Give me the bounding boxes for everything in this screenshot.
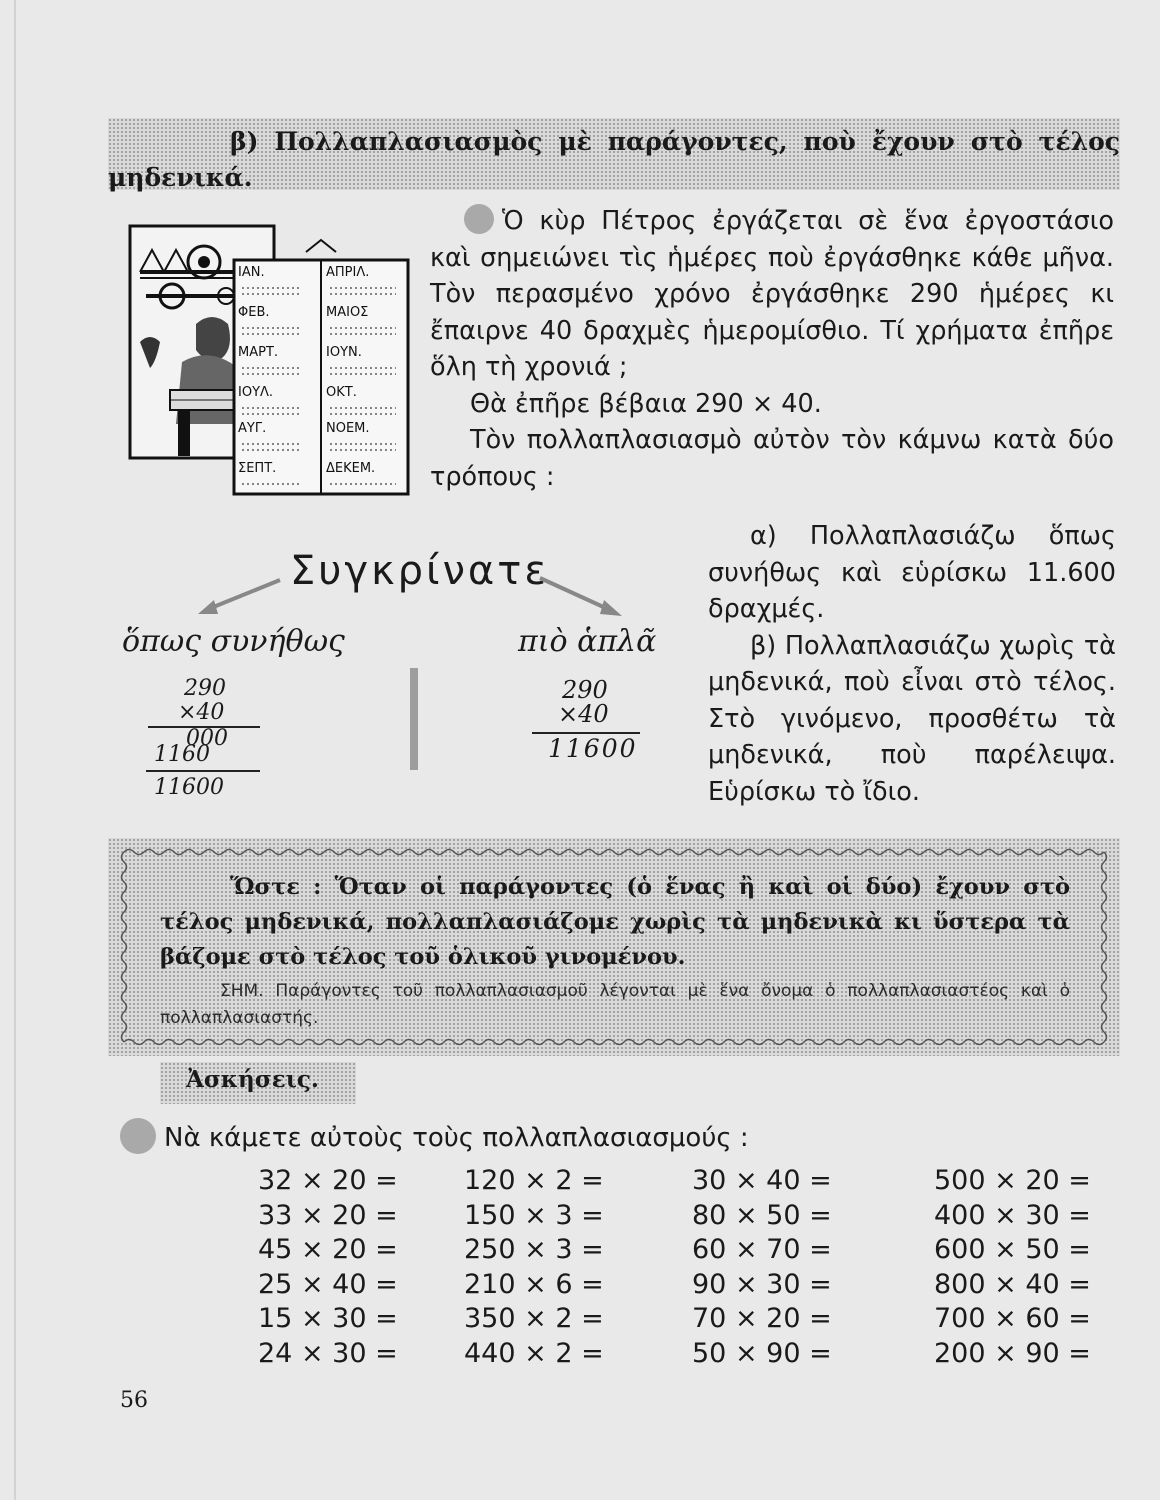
month-feb: ΦΕΒ. <box>238 305 270 320</box>
exercise-item: 600 × 50 = <box>934 1234 1091 1266</box>
right-calc-multiplicand: 290 <box>562 676 608 704</box>
page-number: 56 <box>120 1388 148 1413</box>
right-arrow-icon <box>540 578 610 610</box>
factory-calendar-illustration <box>126 222 414 500</box>
right-arrowhead-icon <box>600 600 622 616</box>
exercise-column-1 <box>258 1164 398 1372</box>
exercises-instruction-line <box>120 1118 749 1154</box>
month-sep: ΣΕΠΤ. <box>238 461 277 476</box>
story-paragraph-3: Τὸν πολλαπλασιασμὸ αὐτὸν τὸν κάμνω κατὰ δύο τρόπους : <box>430 425 1114 492</box>
exercise-item: 15 × 30 = <box>258 1303 398 1335</box>
exercise-item: 350 × 2 = <box>464 1303 604 1335</box>
compare-title: Συγκρίνατε <box>290 548 550 594</box>
month-aug: ΑΥΓ. <box>238 421 267 436</box>
story-paragraph-2: Θὰ ἐπῆρε βέβαια 290 × 40. <box>470 388 822 419</box>
bullet-dot-icon <box>464 204 494 234</box>
month-apr: ΑΠΡΙΛ. <box>326 265 370 280</box>
month-dec: ΔΕΚΕΜ. <box>326 461 376 476</box>
exercise-column-2 <box>464 1164 604 1372</box>
exercise-item: 800 × 40 = <box>934 1268 1091 1300</box>
exercise-item: 700 × 60 = <box>934 1303 1091 1335</box>
month-nov: ΝΟΕΜ. <box>326 421 370 436</box>
month-oct: ΟΚΤ. <box>326 385 357 400</box>
exercise-column-3 <box>692 1164 832 1372</box>
left-calc-rule-2 <box>146 770 260 772</box>
month-jan: ΙΑΝ. <box>238 265 265 280</box>
exercise-item: 50 × 90 = <box>692 1337 832 1369</box>
exercise-item: 150 × 3 = <box>464 1199 604 1231</box>
exercise-item: 440 × 2 = <box>464 1337 604 1369</box>
month-jul: ΙΟΥΛ. <box>238 385 274 400</box>
exercise-item: 500 × 20 = <box>934 1165 1091 1196</box>
method-b: β) Πολλαπλασιάζω χωρὶς τὰ μηδενικά, ποὺ εἶναι στὸ τέλος. Στὸ γινόμενο, προσθέτω τὰ μηδενικά, ποὺ παρέλειψα. Εὑρίσκω τὸ ἴδιο. <box>708 630 1116 807</box>
right-calc-multiplier: ×40 <box>558 700 609 728</box>
exercise-item: 60 × 70 = <box>692 1234 832 1266</box>
exercise-item: 25 × 40 = <box>258 1268 398 1300</box>
exercise-item: 200 × 90 = <box>934 1337 1091 1369</box>
section-heading: β) Πολλαπλασιασμὸς μὲ παράγοντες, ποὺ ἔχουν στὸ τέλος μηδενικά. <box>108 127 1120 192</box>
story-paragraph-1: Ὁ κὺρ Πέτρος ἐργάζεται σὲ ἕνα ἐργοστάσιο καὶ σημειώνει τὶς ἡμέρες ποὺ ἐργάσθηκε κάθε μῆνα. Τὸν περασμένο χρόνο ἐργάσθηκε 290 ἡμέρες κι ἔπαιρνε 40 δραχμὲς ἡμερομίσθιο. Τί χρήματα ἐπῆρε ὅλη τὴ χρονιά ; <box>430 206 1114 382</box>
month-mar: ΜΑΡΤ. <box>238 345 279 360</box>
exercise-item: 70 × 20 = <box>692 1303 832 1335</box>
exercise-item: 90 × 30 = <box>692 1268 832 1300</box>
left-calc-partial-2: 1160 <box>154 742 210 767</box>
left-arrow-icon <box>206 580 280 610</box>
left-calc-multiplier: ×40 <box>178 700 225 725</box>
factory-calendar-drawing <box>126 222 414 500</box>
exercise-item: 80 × 50 = <box>692 1199 832 1231</box>
exercise-item: 24 × 30 = <box>258 1337 398 1369</box>
simpler-way-label: πιὸ ἁπλᾶ <box>518 624 657 659</box>
left-calc-result: 11600 <box>154 775 224 800</box>
exercise-item: 120 × 2 = <box>464 1165 604 1196</box>
right-calc-result: 11600 <box>548 734 638 763</box>
bullet-dot-icon <box>120 1118 156 1154</box>
left-arrowhead-icon <box>198 600 218 614</box>
exercises-title: Ἀσκήσεις. <box>186 1066 319 1093</box>
exercise-item: 210 × 6 = <box>464 1268 604 1300</box>
usual-way-label: ὅπως συνήθως <box>122 624 345 659</box>
exercise-column-4 <box>934 1164 1091 1372</box>
story-text <box>430 203 1114 495</box>
month-may: ΜΑΙΟΣ <box>326 305 369 320</box>
exercises-instruction: Νὰ κάμετε αὐτοὺς τοὺς πολλαπλασιασμούς : <box>164 1123 749 1153</box>
exercise-item: 400 × 30 = <box>934 1199 1091 1231</box>
exercise-item: 32 × 20 = <box>258 1165 398 1196</box>
rule-text: Ὥστε : Ὅταν οἱ παράγοντες (ὁ ἕνας ἢ καὶ οἱ δύο) ἔχουν στὸ τέλος μηδενικά, πολλαπλασιάζομε χωρὶς τὰ μηδενικὰ κι ὕστερα τὰ βάζομε στὸ τέλος τοῦ ὁλικοῦ γινομένου. <box>160 874 1070 970</box>
exercise-item: 33 × 20 = <box>258 1199 398 1231</box>
method-a: α) Πολλαπλασιάζω ὅπως συνήθως καὶ εὑρίσκω 11.600 δραχμές. <box>708 521 1116 624</box>
left-calc-multiplicand: 290 <box>184 676 226 701</box>
methods-text <box>708 518 1116 810</box>
exercise-item: 30 × 40 = <box>692 1165 832 1196</box>
exercise-item: 250 × 3 = <box>464 1234 604 1266</box>
month-jun: ΙΟΥΝ. <box>326 345 362 360</box>
exercise-item: 45 × 20 = <box>258 1234 398 1266</box>
left-calc-partial-1: 000 <box>186 726 228 751</box>
rule-note: ΣΗΜ. Παράγοντες τοῦ πολλαπλασιασμοῦ λέγονται μὲ ἕνα ὄνομα ὁ πολλαπλασιαστέος καὶ ὁ πολλαπλασιαστής. <box>160 981 1070 1028</box>
page-edge <box>14 0 16 1500</box>
divider-bar <box>410 668 418 770</box>
